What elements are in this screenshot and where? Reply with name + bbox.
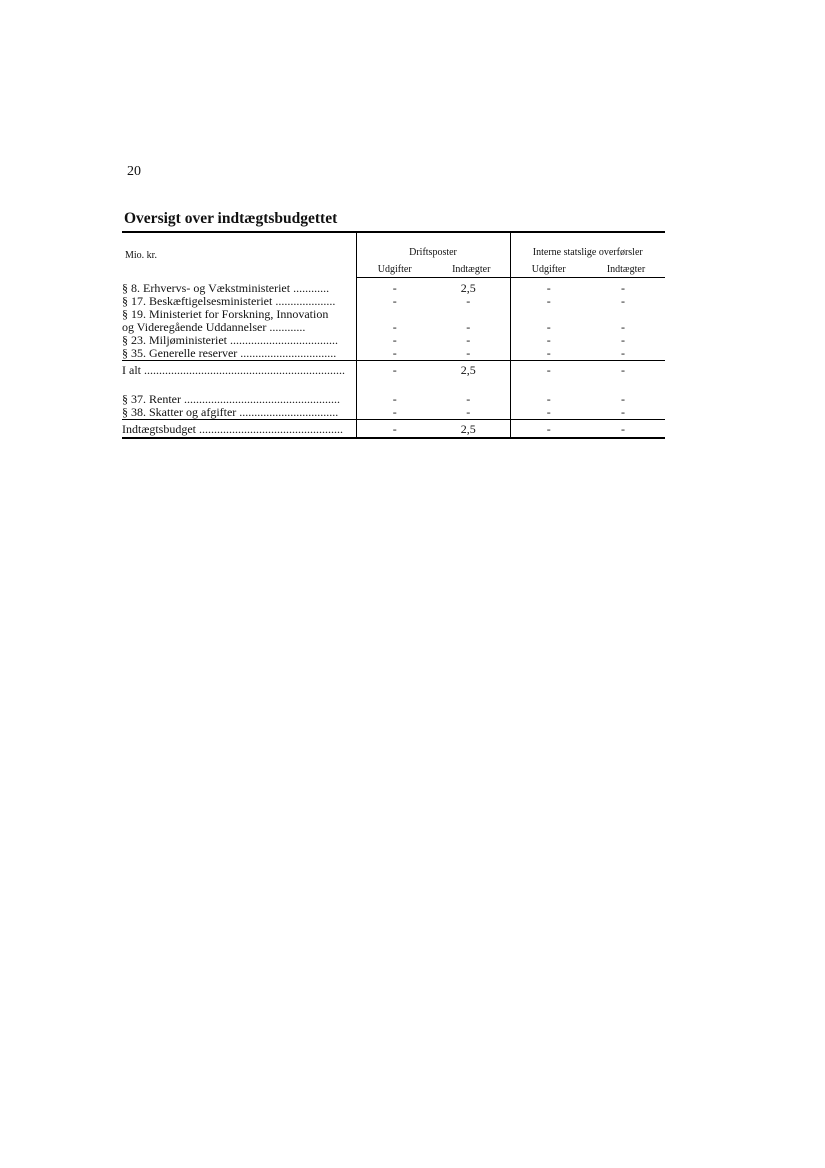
subtotal-label: I alt ...................................................................: [122, 361, 356, 381]
row-label: § 8. Erhvervs- og Vækstministeriet ............: [122, 278, 356, 296]
cell-value: -: [433, 295, 510, 308]
cell-value: -: [510, 420, 587, 439]
budget-table-container: [122, 231, 665, 439]
cell-value: -: [356, 420, 433, 439]
budget-table: [122, 231, 665, 439]
total-row: [122, 420, 665, 439]
cell-value: -: [621, 294, 625, 308]
row-label: § 35. Generelle reserver ................................: [122, 347, 356, 361]
cell-value: -: [546, 320, 551, 334]
cell-value: 2,5: [433, 361, 510, 381]
cell-value: -: [546, 333, 551, 347]
cell-value: -: [392, 333, 397, 347]
cell-value: -: [621, 346, 625, 360]
cell-value: -: [621, 281, 625, 295]
row-label: § 17. Beskæftigelsesministeriet ....................: [122, 295, 356, 308]
cell-value: -: [392, 294, 397, 308]
group-header-overfoersler: Interne statslige overførsler: [510, 232, 665, 260]
cell-value: -: [392, 405, 397, 419]
cell-value: -: [392, 320, 397, 334]
row-label: § 23. Miljøministeriet ....................................: [122, 334, 356, 347]
table-row: [122, 278, 665, 296]
cell-value: -: [546, 294, 551, 308]
cell-value: [433, 308, 510, 321]
cell-value: -: [587, 361, 665, 381]
cell-value: -: [546, 281, 551, 295]
table-row: [122, 295, 665, 308]
cell-value: -: [587, 420, 665, 439]
cell-value: -: [433, 334, 510, 347]
cell-value: -: [392, 346, 397, 360]
cell-value: -: [433, 321, 510, 334]
cell-value: -: [621, 405, 625, 419]
table-row: [122, 406, 665, 420]
cell-value: -: [433, 393, 510, 406]
page-title: Oversigt over indtægtsbudgettet: [124, 210, 338, 227]
cell-value: -: [621, 392, 625, 406]
cell-value: -: [546, 346, 551, 360]
total-label: Indtægtsbudget ................................................: [122, 420, 356, 439]
row-label: § 38. Skatter og afgifter .................................: [122, 406, 356, 420]
cell-value: -: [546, 392, 551, 406]
subtotal-row: [122, 361, 665, 381]
cell-value: -: [510, 361, 587, 381]
cell-value: -: [621, 333, 625, 347]
group-header-driftsposter: Driftsposter: [356, 232, 510, 260]
cell-value: -: [621, 320, 625, 334]
cell-value: -: [546, 405, 551, 419]
subheader-udgifter: Udgifter: [510, 260, 587, 278]
row-label: § 37. Renter ....................................................: [122, 393, 356, 406]
subheader-indtaegter: Indtægter: [587, 260, 665, 278]
cell-value: -: [392, 392, 397, 406]
cell-value: -: [433, 406, 510, 420]
cell-value: -: [392, 281, 397, 295]
row-label: § 19. Ministeriet for Forskning, Innovation: [122, 308, 356, 321]
cell-value: 2,5: [433, 420, 510, 439]
cell-value: [587, 308, 665, 321]
subheader-indtaegter: Indtægter: [433, 260, 510, 278]
unit-label: Mio. kr.: [122, 232, 356, 278]
table-row: [122, 347, 665, 361]
cell-value: 2,5: [433, 278, 510, 296]
cell-value: -: [433, 347, 510, 361]
page-number: 20: [127, 164, 141, 179]
row-label: og Videregående Uddannelser ............: [122, 321, 356, 334]
cell-value: -: [356, 361, 433, 381]
subheader-udgifter: Udgifter: [356, 260, 433, 278]
